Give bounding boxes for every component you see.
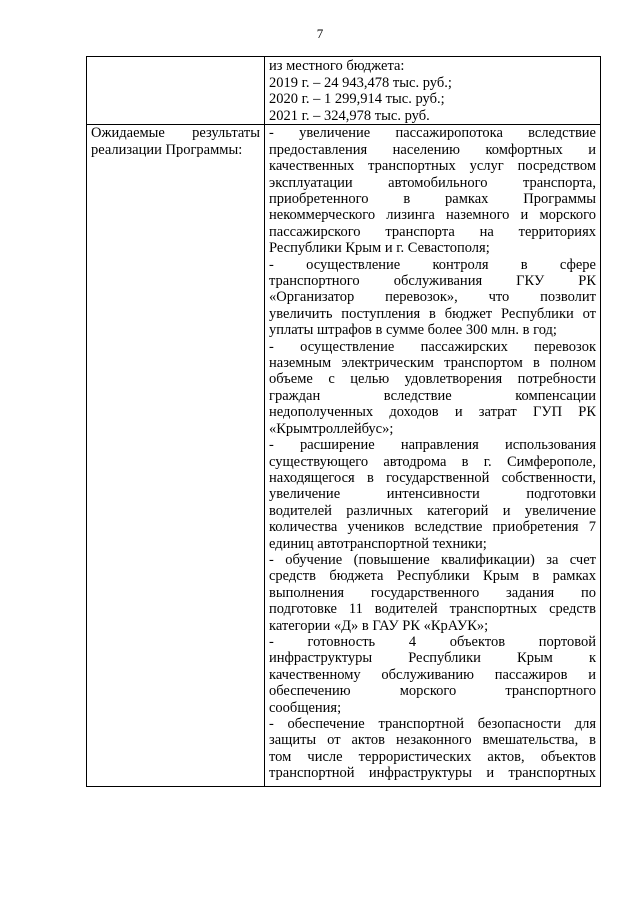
expected-results-line: категории «Д» в ГАУ РК «КрАУК»; xyxy=(269,617,489,634)
funding-line: из местного бюджета: xyxy=(269,58,405,74)
funding-label-cell xyxy=(87,57,265,125)
program-passport-table xyxy=(86,56,601,787)
page-number: 7 xyxy=(316,26,324,41)
expected-results-line: наземным электрическим транспортом в полном xyxy=(269,355,596,372)
expected-results-line: объеме с целью удовлетворения потребности xyxy=(269,371,596,388)
expected-results-line: находящегося в государственной собственности, xyxy=(269,469,596,486)
expected-results-line: качественному обслуживанию пассажиров и xyxy=(269,666,596,683)
expected-results-line: том числе террористических актов, объектов xyxy=(269,748,596,765)
expected-results-line: существующего автодрома в г. Симферополе, xyxy=(269,453,596,470)
expected-results-line: - осуществление контроля в сфере xyxy=(269,256,596,273)
expected-results-line: качественных транспортных услуг посредством xyxy=(269,158,596,175)
expected-results-line: некоммерческого лизинга наземного и морского xyxy=(269,207,596,224)
expected-results-row xyxy=(87,125,601,786)
funding-line: 2021 г. – 324,978 тыс. руб. xyxy=(269,107,430,124)
expected-results-line: граждан вследствие компенсации xyxy=(269,387,596,404)
expected-results-label-cell xyxy=(87,125,265,786)
expected-results-content-cell xyxy=(265,125,601,786)
expected-results-line: инфраструктуры Республики Крым к xyxy=(269,650,596,667)
expected-results-line: выполнения государственного задания по xyxy=(269,584,596,601)
expected-results-line: «Крымтроллейбус»; xyxy=(269,420,394,437)
expected-results-line: водителей различных категорий и увеличение xyxy=(269,502,596,519)
expected-results-line: транспортной инфраструктуры и транспортных xyxy=(269,765,596,782)
expected-results-line: недополученных доходов и затрат ГУП РК xyxy=(269,404,596,421)
expected-results-line: транспортного обслуживания ГКУ РК xyxy=(269,273,596,290)
expected-results-line: приобретенного в рамках Программы xyxy=(269,191,596,207)
expected-results-line: защиты от актов незаконного вмешательства, в xyxy=(269,732,596,749)
expected-results-line: пассажирского транспорта на территориях xyxy=(269,223,596,240)
expected-results-line: - обеспечение транспортной безопасности для xyxy=(269,716,596,732)
expected-results-line: сообщения; xyxy=(269,699,342,716)
funding-row xyxy=(87,57,601,125)
expected-results-label-line: Ожидаемые результаты xyxy=(91,125,260,142)
expected-results-line: - расширение направления использования xyxy=(269,437,596,454)
expected-results-line: средств бюджета Республики Крым в рамках xyxy=(269,568,596,585)
expected-results-line: количества учеников вследствие приобретения 7 xyxy=(269,519,596,536)
expected-results-line: Республики Крым и г. Севастополя; xyxy=(269,240,490,257)
funding-content-cell xyxy=(265,57,601,125)
expected-results-line: - увеличение пассажиропотока вследствие xyxy=(269,125,596,142)
expected-results-line: единиц автотранспортной техники; xyxy=(269,535,487,552)
expected-results-line: увеличение интенсивности подготовки xyxy=(269,486,596,503)
expected-results-line: уплаты штрафов в сумме более 300 млн. в год; xyxy=(269,322,557,339)
expected-results-line: - готовность 4 объектов портовой xyxy=(269,633,596,650)
funding-line: 2019 г. – 24 943,478 тыс. руб.; xyxy=(269,74,452,91)
expected-results-line: предоставления населению комфортных и xyxy=(269,141,596,158)
expected-results-label-line: реализации Программы: xyxy=(91,141,243,158)
expected-results-line: - осуществление пассажирских перевозок xyxy=(269,338,596,355)
expected-results-line: увеличить поступления в бюджет Республики от xyxy=(269,305,596,322)
expected-results-line: - обучение (повышение квалификации) за счет xyxy=(269,551,596,568)
expected-results-line: обеспечению морского транспортного xyxy=(269,683,596,700)
expected-results-line: эксплуатации автомобильного транспорта, xyxy=(269,174,596,191)
expected-results-line: подготовке 11 водителей транспортных средств xyxy=(269,601,596,618)
funding-line: 2020 г. – 1 299,914 тыс. руб.; xyxy=(269,91,445,108)
expected-results-line: «Организатор перевозок», что позволит xyxy=(269,289,596,306)
